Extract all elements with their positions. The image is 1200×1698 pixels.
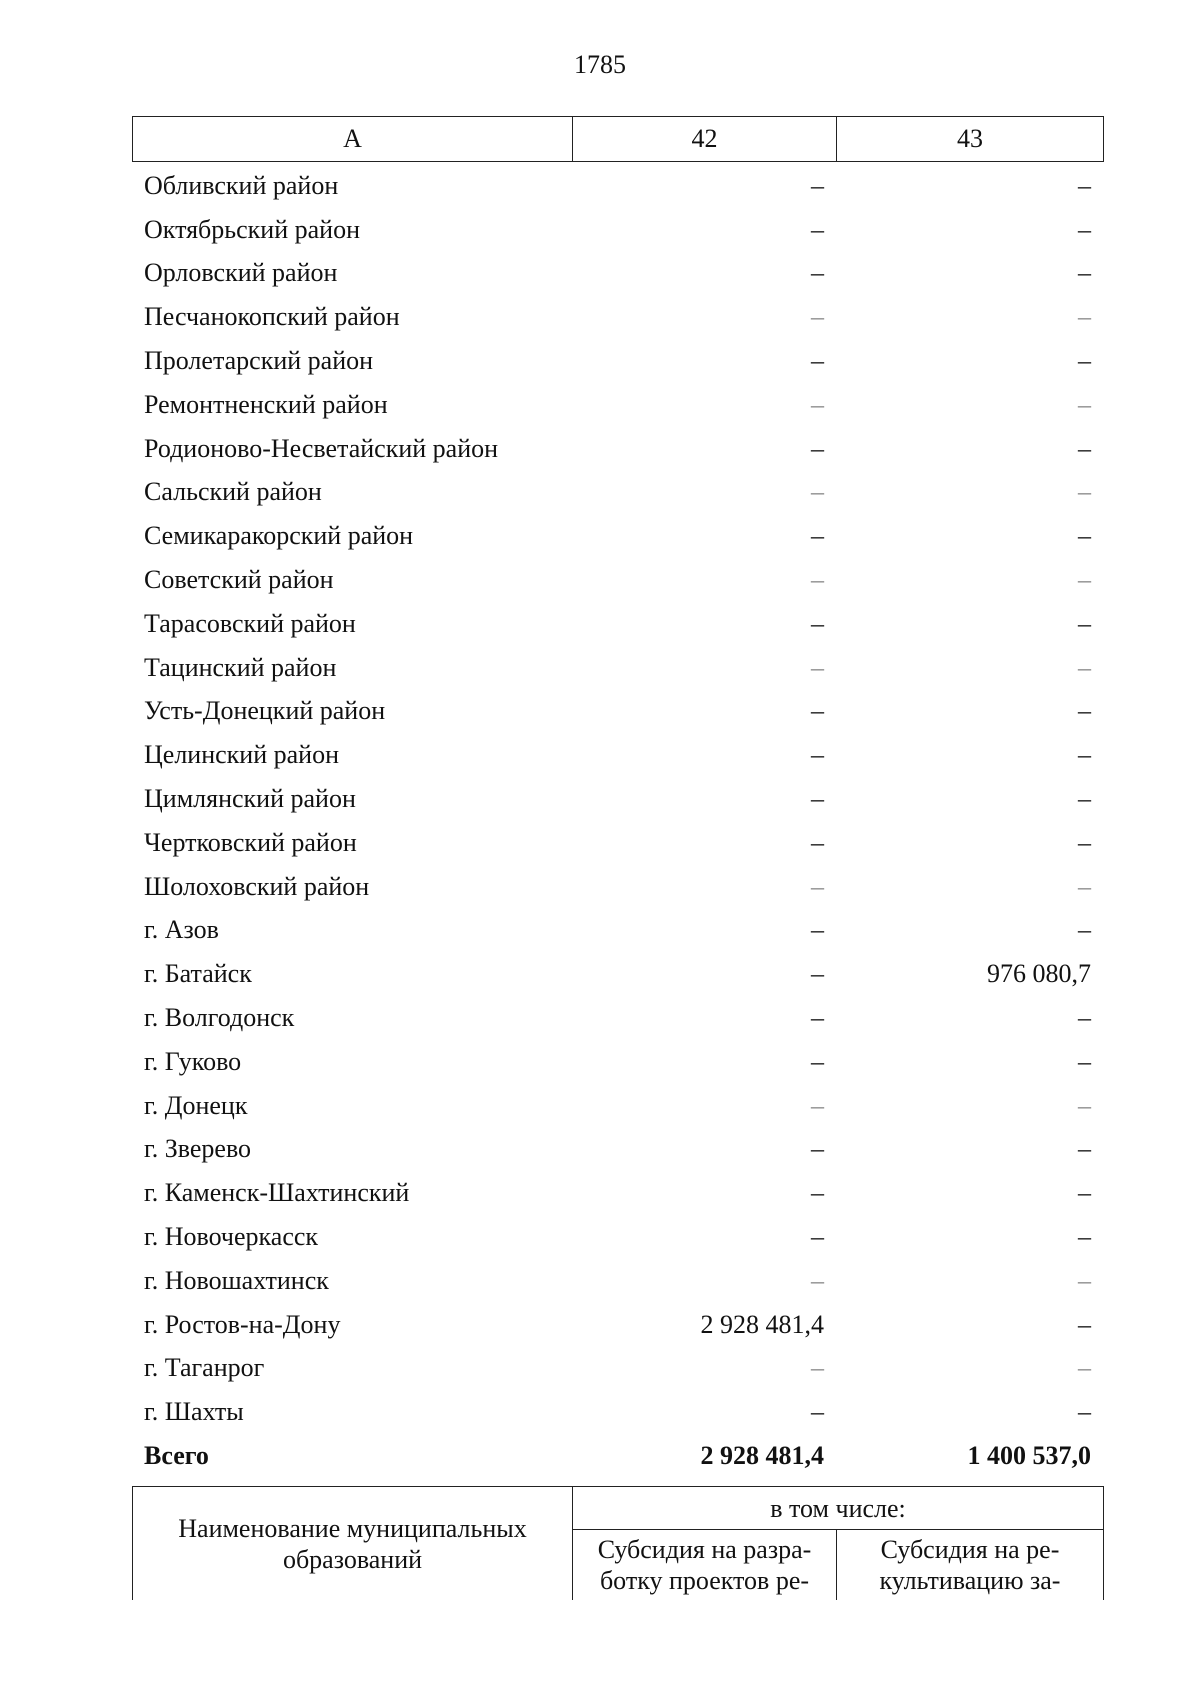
column-header-table bbox=[132, 116, 1104, 162]
value-col-42: – bbox=[811, 652, 824, 682]
repeated-header-table bbox=[132, 1486, 1104, 1600]
municipality-name: г. Новочеркасск bbox=[144, 1222, 319, 1252]
municipality-name: г. Донецк bbox=[144, 1090, 248, 1120]
table-row bbox=[132, 777, 1103, 821]
table-row bbox=[132, 865, 1103, 909]
municipality-name: г. Ростов-на-Дону bbox=[144, 1309, 341, 1339]
value-col-42: – bbox=[811, 827, 824, 857]
table-row bbox=[132, 602, 1103, 646]
municipality-name: Тацинский район bbox=[144, 652, 337, 682]
value-col-42: – bbox=[811, 871, 824, 901]
municipality-name: Родионово-Несветайский район bbox=[144, 433, 499, 463]
table-row bbox=[132, 1040, 1103, 1084]
table-row bbox=[132, 558, 1103, 602]
value-col-42: – bbox=[811, 1046, 824, 1076]
municipality-name: г. Батайск bbox=[144, 959, 252, 989]
value-col-43: – bbox=[1078, 170, 1091, 200]
value-col-42: 2 928 481,4 bbox=[700, 1441, 824, 1470]
municipality-name: Пролетарский район bbox=[144, 346, 374, 376]
municipality-name: Цимлянский район bbox=[144, 784, 356, 814]
table-row bbox=[132, 164, 1103, 208]
value-col-42: – bbox=[811, 1265, 824, 1295]
subsidy-reclamation-header: Субсидия на ре-культивацию за- bbox=[837, 1530, 1104, 1601]
value-col-43: – bbox=[1078, 258, 1091, 288]
value-col-42: – bbox=[811, 433, 824, 463]
value-col-43: 1 400 537,0 bbox=[967, 1441, 1091, 1470]
value-col-43: – bbox=[1078, 1222, 1091, 1252]
municipality-name: Шолоховский район bbox=[144, 871, 370, 901]
value-col-42: – bbox=[811, 258, 824, 288]
municipality-name: г. Азов bbox=[144, 915, 219, 945]
value-col-43: – bbox=[1078, 521, 1091, 551]
value-col-43: – bbox=[1078, 346, 1091, 376]
municipality-name: г. Шахты bbox=[144, 1397, 244, 1427]
value-col-43: – bbox=[1078, 1309, 1091, 1339]
table-row bbox=[132, 1215, 1103, 1259]
value-col-43: – bbox=[1078, 302, 1091, 332]
municipality-name: Тарасовский район bbox=[144, 608, 356, 638]
value-col-43: – bbox=[1078, 477, 1091, 507]
value-col-43: – bbox=[1078, 1265, 1091, 1295]
table-row bbox=[132, 733, 1103, 777]
table-row bbox=[132, 514, 1103, 558]
municipality-name-header: Наименование муниципальных образований bbox=[133, 1487, 573, 1601]
value-col-42: – bbox=[811, 521, 824, 551]
value-col-43: – bbox=[1078, 1397, 1091, 1427]
table-row bbox=[132, 1259, 1103, 1303]
value-col-43: – bbox=[1078, 915, 1091, 945]
table-row bbox=[132, 1347, 1103, 1391]
municipality-name: Орловский район bbox=[144, 258, 338, 288]
municipality-name: г. Каменск-Шахтинский bbox=[144, 1178, 410, 1208]
value-col-42: – bbox=[811, 346, 824, 376]
table-row bbox=[132, 383, 1103, 427]
value-col-42: 2 928 481,4 bbox=[700, 1309, 824, 1339]
value-col-42: – bbox=[811, 959, 824, 989]
value-col-42: – bbox=[811, 1090, 824, 1120]
header-col-a: А bbox=[133, 117, 573, 162]
value-col-43: – bbox=[1078, 1134, 1091, 1164]
value-col-42: – bbox=[811, 389, 824, 419]
municipality-name: Октябрьский район bbox=[144, 214, 360, 244]
value-col-42: – bbox=[811, 740, 824, 770]
municipality-name: Чертковский район bbox=[144, 827, 357, 857]
municipality-name: Песчанокопский район bbox=[144, 302, 400, 332]
table-row bbox=[132, 821, 1103, 865]
header-col-43: 43 bbox=[837, 117, 1104, 162]
value-col-42: – bbox=[811, 565, 824, 595]
municipality-name: Семикаракорский район bbox=[144, 521, 414, 551]
table-row bbox=[132, 1303, 1103, 1347]
table-row bbox=[132, 208, 1103, 252]
value-col-43: – bbox=[1078, 652, 1091, 682]
municipality-name: г. Волгодонск bbox=[144, 1003, 295, 1033]
table-row bbox=[132, 909, 1103, 953]
value-col-43: – bbox=[1078, 1178, 1091, 1208]
value-col-43: – bbox=[1078, 1003, 1091, 1033]
value-col-43: – bbox=[1078, 784, 1091, 814]
value-col-43: – bbox=[1078, 1090, 1091, 1120]
table-row bbox=[132, 646, 1103, 690]
table-row bbox=[132, 1390, 1103, 1434]
header-col-42: 42 bbox=[573, 117, 837, 162]
value-col-43: – bbox=[1078, 214, 1091, 244]
municipality-name: г. Новошахтинск bbox=[144, 1265, 329, 1295]
value-col-43: – bbox=[1078, 433, 1091, 463]
value-col-42: – bbox=[811, 1222, 824, 1252]
value-col-42: – bbox=[811, 477, 824, 507]
municipality-name: Советский район bbox=[144, 565, 334, 595]
table-row bbox=[132, 1171, 1103, 1215]
value-col-42: – bbox=[811, 1353, 824, 1383]
value-col-43: – bbox=[1078, 871, 1091, 901]
subsidy-design-header: Субсидия на разра-ботку проектов ре- bbox=[573, 1530, 837, 1601]
value-col-42: – bbox=[811, 1003, 824, 1033]
value-col-42: – bbox=[811, 302, 824, 332]
value-col-43: – bbox=[1078, 608, 1091, 638]
page-number: 1785 bbox=[574, 50, 626, 79]
total-row bbox=[132, 1434, 1103, 1478]
value-col-42: – bbox=[811, 170, 824, 200]
value-col-43: – bbox=[1078, 827, 1091, 857]
municipality-name: Всего bbox=[144, 1441, 209, 1470]
municipality-name: г. Гуково bbox=[144, 1046, 242, 1076]
value-col-43: – bbox=[1078, 696, 1091, 726]
value-col-42: – bbox=[811, 1134, 824, 1164]
table-row bbox=[132, 690, 1103, 734]
municipality-name: Усть-Донецкий район bbox=[144, 696, 386, 726]
value-col-42: – bbox=[811, 915, 824, 945]
data-rows bbox=[132, 164, 1103, 1478]
value-col-42: – bbox=[811, 1178, 824, 1208]
table-row bbox=[132, 252, 1103, 296]
table-row bbox=[132, 295, 1103, 339]
value-col-43: – bbox=[1078, 1046, 1091, 1076]
table-row bbox=[132, 952, 1103, 996]
value-col-42: – bbox=[811, 1397, 824, 1427]
value-col-42: – bbox=[811, 608, 824, 638]
value-col-43: – bbox=[1078, 389, 1091, 419]
table-row bbox=[132, 1128, 1103, 1172]
value-col-42: – bbox=[811, 784, 824, 814]
municipality-name: г. Зверево bbox=[144, 1134, 252, 1164]
table-row bbox=[132, 996, 1103, 1040]
municipality-name: Ремонтненский район bbox=[144, 389, 388, 419]
table-row bbox=[132, 1084, 1103, 1128]
value-col-43: – bbox=[1078, 740, 1091, 770]
table-row bbox=[132, 471, 1103, 515]
table-row bbox=[132, 339, 1103, 383]
value-col-42: – bbox=[811, 696, 824, 726]
table-row bbox=[132, 427, 1103, 471]
municipality-name: Обливский район bbox=[144, 170, 339, 200]
value-col-43: – bbox=[1078, 565, 1091, 595]
value-col-43: 976 080,7 bbox=[987, 959, 1091, 989]
value-col-42: – bbox=[811, 214, 824, 244]
municipality-name: Сальский район bbox=[144, 477, 322, 507]
including-header: в том числе: bbox=[573, 1487, 1104, 1530]
value-col-43: – bbox=[1078, 1353, 1091, 1383]
municipality-name: г. Таганрог bbox=[144, 1353, 265, 1383]
municipality-name: Целинский район bbox=[144, 740, 339, 770]
